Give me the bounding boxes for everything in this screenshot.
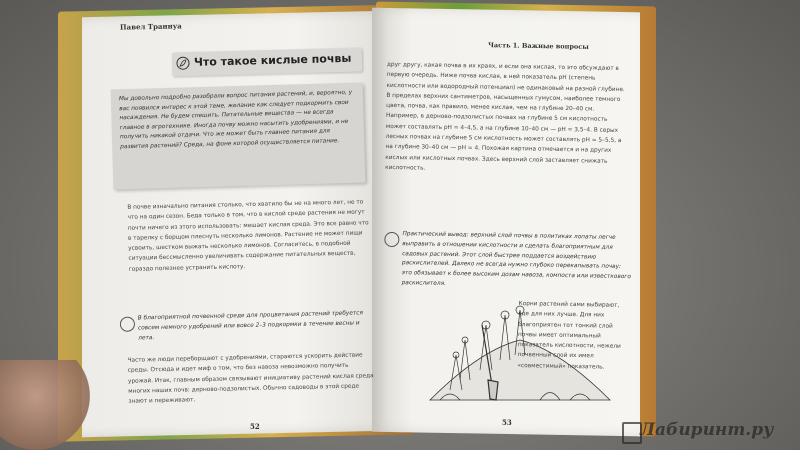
chapter-header: Часть 1. Важные вопросы [487, 41, 589, 51]
page-number-right: 53 [502, 418, 512, 427]
left-bottom-text: Часто же люди переборщают с удобрениями, стараются ускорить действие среды. Отсюда и идет миф о том, что без навоза невозможно получить урожай. Итак, главным образом связывают инициативу растений кислая среда многих наших почв: дерново-подзолистых. Обычно садоводы в этой среде знают и переживают. [127, 352, 374, 405]
intro-note-text: Мы довольно подробно разобрали вопрос питания растений, и, вероятно, у вас появился интерес к этой теме, желание как следует подкормить свои насаждения. Не будем спешить. Питательные вещества — не всегда главное в агротехнике. Иногда почву можно насытить удобрениями, и не получить никакой отдачи. Что же может быть главнее питания для развития растений? Среда, на фоне которой осуществляется питание. [118, 89, 353, 151]
hand-holding-book [0, 360, 90, 450]
leaf-icon [176, 56, 190, 70]
watermark-logo-icon [622, 422, 642, 444]
tip-icon [120, 317, 135, 332]
intro-note [111, 83, 366, 190]
author-header: Павел Траннуа [119, 21, 182, 32]
page-number-left: 52 [250, 422, 260, 431]
chapter-title: Что такое кислые почвы [193, 51, 352, 69]
illustration-caption: Корни растений сами выбирают, где для них лучше. Для них благоприятен тот тонкий слой почвы имеет оптимальный показатель кислотности, нежели почвенный слой их имел «совместимый» показатель. [517, 301, 621, 371]
right-tip [384, 230, 633, 293]
tip-icon [384, 232, 399, 247]
watermark-text: Лабиринт.ру [640, 420, 774, 440]
chapter-title-banner [172, 48, 363, 77]
right-tip-text: Практический вывод: верхний слой почвы в политиках лопаты легче выправить в отношении кислотности и сделать благоприятным для садовых растений. Этот слой быстрее поддается воздействию раскислителей. Далеко не всегда нужно глубоко перекапывать почву: это обязывает к более высоким дозам навоза, компоста или известкового раскислителя. [401, 231, 631, 287]
left-tip [120, 309, 373, 344]
right-body-text: друг другу, какая почва в их краях, и если она кислая, то это обсуждают в первую очередь. Ниже почва кислая, в ней показатель pH (степень кислотности или водородный потенциал) не одинаковый на разной глубине. В пределах верхних сантиметров, насыщенных гумусом, наиболее темного цвета, почва, как правило, менее кислая, чем на глубине 20–40 см. Например, в дерново-подзолистых почвах на глубине 5 см кислотность может составлять pH = 4–4,5, а на глубине 10–40 см — pH = 3,5–4. В серых лесных почвах на глубине 5 см кислотность может составлять pH = 5–5,5, а на глубине 30–40 см — pH = 4. Похожая картина отмечается и на других кислых или кислотных почвах. Здесь верхний слой заставляет снижать кислотность. [385, 61, 625, 172]
left-tip-text: В благоприятной почвенной среде для процветания растений требуется совсем немного удобрений или вовсе 2–3 подкормки в течение весны и лета. [137, 310, 364, 342]
left-body-text: В почве изначально питания столько, что хватило бы не на много лет, не то что на один сезон. Беда только в том, что в кислой среде растения не могут почти ничего из этого использовать: мешает кислая среда. Это все равно что в тарелку с борщом плеснуть несколько лимонов. Растение не может пищи усвоить, шестком выжать несколько лимонов. Согласитесь, в подобной ситуации бессмысленно увеличивать содержание питательных веществ, гораздо полезнее устранить кислоту. [127, 199, 369, 273]
